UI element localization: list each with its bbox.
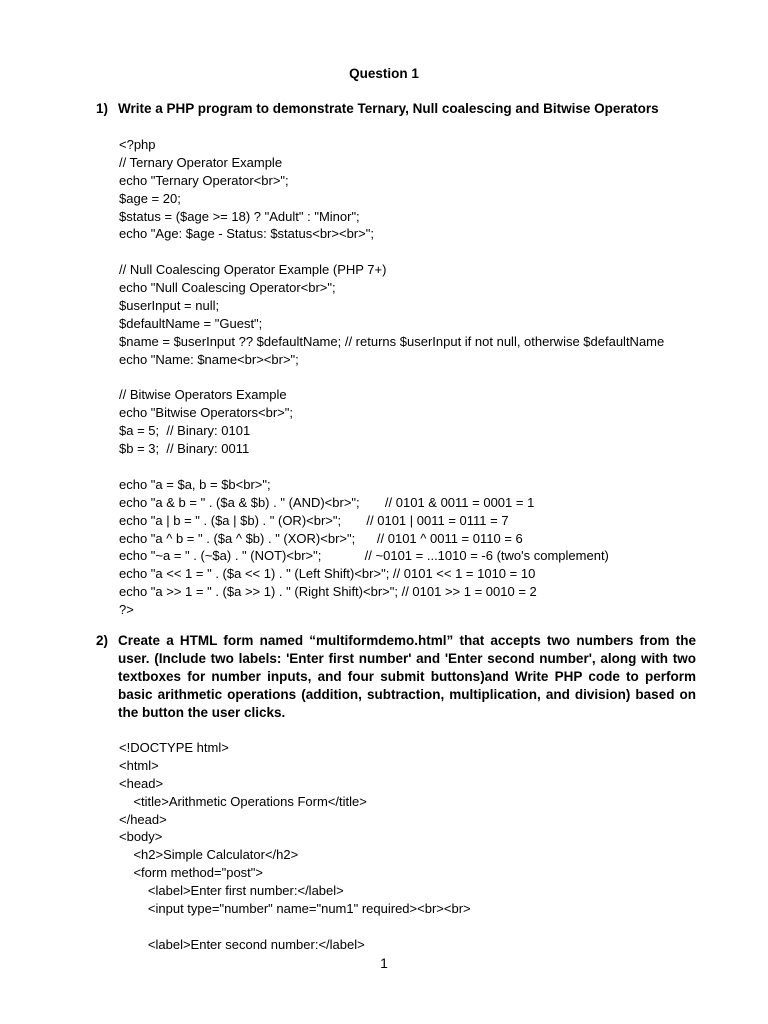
code-line: echo "a << 1 = " . ($a << 1) . " (Left Shift)<br>"; // 0101 << 1 = 1010 = 10 — [119, 566, 536, 582]
question-1-text: Write a PHP program to demonstrate Ternary, Null coalescing and Bitwise Operators — [118, 101, 659, 116]
question-2-number: 2) — [96, 633, 109, 648]
code-line: echo "Null Coalescing Operator<br>"; — [119, 280, 336, 296]
question-1 — [96, 100, 696, 118]
code-line: $b = 3; // Binary: 0011 — [119, 441, 250, 457]
code-line: echo "a >> 1 = " . ($a >> 1) . " (Right Shift)<br>"; // 0101 >> 1 = 0010 = 2 — [119, 584, 537, 600]
code-line: <?php — [119, 137, 156, 152]
question-1-number: 1) — [96, 101, 109, 116]
code-line: <h2>Simple Calculator</h2> — [119, 847, 299, 863]
code-line: <html> — [119, 757, 159, 773]
question-2-text: Create a HTML form named “multiformdemo.html” that accepts two numbers from the user. (Include two labels: 'Enter first number' and 'Enter second number', along with two textboxes for number inputs, and four submit buttons)and Write PHP code to perform basic arithmetic operations (addition, subtraction, multiplication, and division) based on the button the user clicks. — [118, 633, 696, 720]
code-line — [119, 458, 719, 476]
code-line: echo "Age: $age - Status: $status<br><br>"; — [119, 226, 374, 242]
code-line: echo "a = $a, b = $b<br>"; — [119, 476, 271, 492]
code-line: $name = $userInput ?? $defaultName; // returns $userInput if not null, otherwise $defaultName — [119, 333, 665, 349]
code-line: </head> — [119, 811, 167, 827]
code-line: <label>Enter first number:</label> — [119, 883, 344, 899]
code-line: <input type="number" name="num1" required><br><br> — [119, 901, 471, 917]
html-code-block — [119, 739, 719, 954]
code-line: echo "Ternary Operator<br>"; — [119, 172, 289, 188]
code-line: <head> — [119, 775, 164, 791]
code-line: <body> — [119, 829, 163, 845]
code-line: <label>Enter second number:</label> — [119, 936, 365, 952]
code-line: echo "Bitwise Operators<br>"; — [119, 405, 293, 421]
document-title: Question 1 — [349, 66, 419, 81]
code-line: $userInput = null; — [119, 298, 220, 314]
question-2 — [96, 632, 696, 722]
code-line: $defaultName = "Guest"; — [119, 315, 263, 331]
code-line: <form method="post"> — [119, 865, 263, 881]
code-line: // Bitwise Operators Example — [119, 387, 287, 403]
code-line: ?> — [119, 602, 134, 618]
code-line: <title>Arithmetic Operations Form</title> — [119, 793, 367, 809]
code-line: echo "~a = " . (~$a) . " (NOT)<br>"; // ~0101 = ...1010 = -6 (two's complement) — [119, 548, 609, 564]
php-code-block — [119, 136, 719, 619]
code-line: $status = ($age >= 18) ? "Adult" : "Minor"; — [119, 208, 360, 224]
code-line: <!DOCTYPE html> — [119, 740, 229, 755]
code-line: // Null Coalescing Operator Example (PHP 7+) — [119, 262, 387, 278]
code-line: // Ternary Operator Example — [119, 154, 283, 170]
code-line: echo "a ^ b = " . ($a ^ $b) . " (XOR)<br>"; // 0101 ^ 0011 = 0110 = 6 — [119, 530, 523, 546]
code-line: echo "a | b = " . ($a | $b) . " (OR)<br>"; // 0101 | 0011 = 0111 = 7 — [119, 512, 509, 528]
code-line: echo "a & b = " . ($a & $b) . " (AND)<br>"; // 0101 & 0011 = 0001 = 1 — [119, 494, 535, 510]
code-line: $age = 20; — [119, 190, 181, 206]
code-line: $a = 5; // Binary: 0101 — [119, 423, 251, 439]
code-line: echo "Name: $name<br><br>"; — [119, 351, 299, 367]
code-line — [119, 369, 719, 387]
code-line — [119, 918, 719, 936]
page-number: 1 — [380, 955, 388, 971]
code-line — [119, 243, 719, 261]
